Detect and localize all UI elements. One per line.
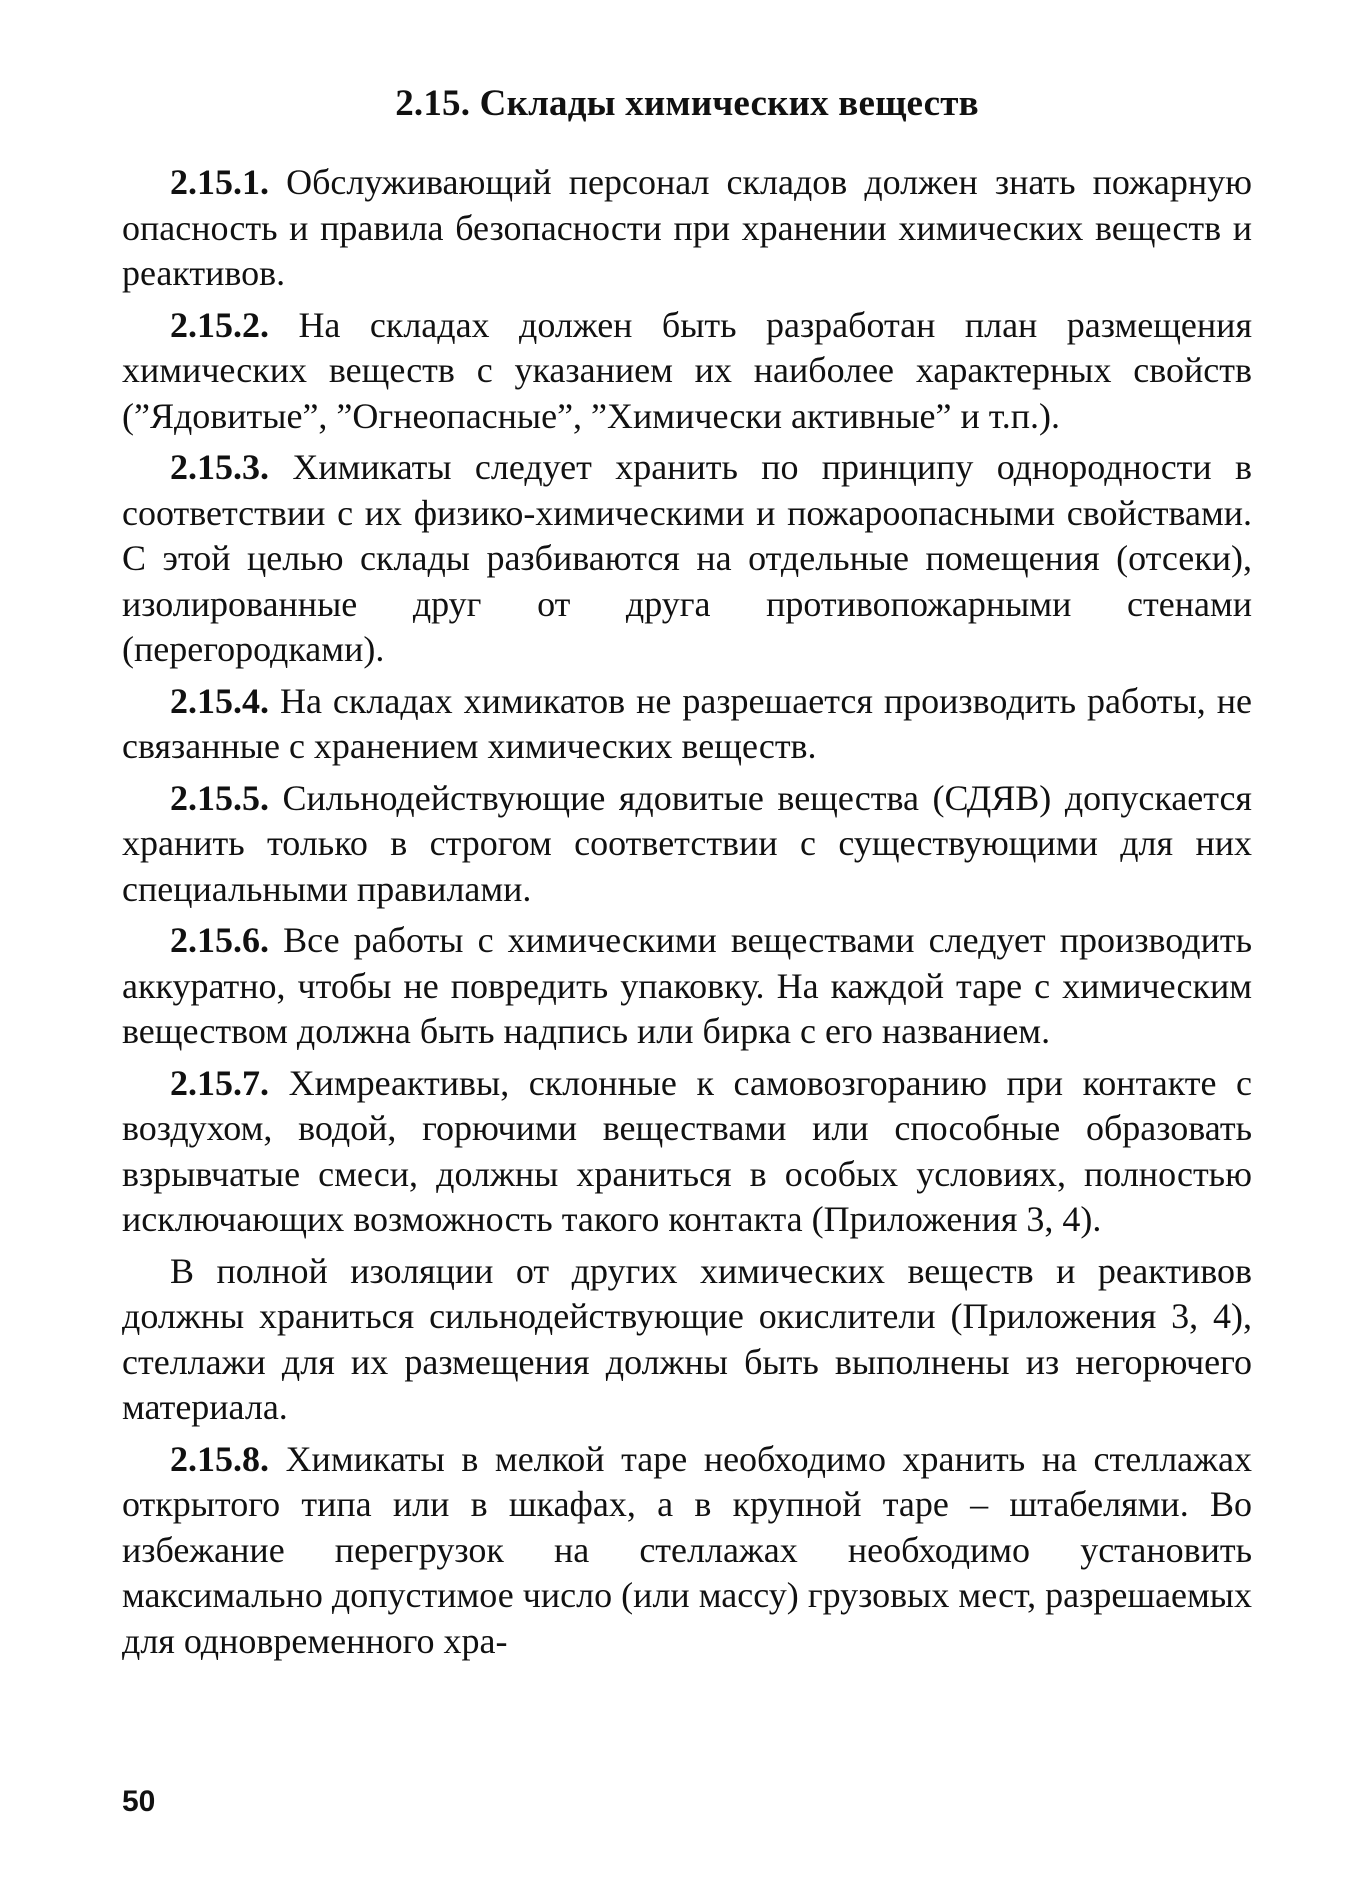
paragraph-text: Химреактивы, склонные к самовозгоранию при контакте с воздухом, водой, горючими веществами или способные образовать взрывчатые смеси, должны храниться в особых условиях, полностью исключающих возможность такого контакта (Приложения 3, 4). bbox=[122, 1062, 1252, 1239]
paragraph-text: В полной изоляции от других химических веществ и реактивов должны храниться сильнодействующие окислители (Приложения 3, 4), стеллажи для их размещения должны быть выполнены из негорючего материала. bbox=[122, 1250, 1252, 1427]
paragraph-2-15-7-continued bbox=[122, 1249, 1252, 1431]
paragraph-number: 2.15.7. bbox=[170, 1062, 269, 1103]
paragraph-text: Обслуживающий персонал складов должен знать пожарную опасность и правила безопасности при хранении химических веществ и реактивов. bbox=[122, 162, 1252, 293]
paragraph-number: 2.15.3. bbox=[170, 447, 269, 487]
paragraph-2-15-8 bbox=[122, 1437, 1252, 1665]
paragraph-2-15-4 bbox=[122, 679, 1252, 770]
paragraph-number: 2.15.8. bbox=[170, 1438, 269, 1479]
paragraph-2-15-1 bbox=[122, 160, 1252, 297]
paragraph-number: 2.15.4. bbox=[170, 680, 269, 721]
paragraph-text: Химикаты следует хранить по принципу однородности в соответствии с их физико-химическими и пожароопасными свойствами. С этой целью склады разбиваются на отдельные помещения (отсеки), изолированные друг от друга противопожарными стенами (перегородками). bbox=[122, 447, 1252, 669]
document-page bbox=[122, 82, 1252, 1670]
page-number: 50 bbox=[122, 1785, 156, 1818]
paragraph-number: 2.15.2. bbox=[170, 304, 269, 345]
paragraph-2-15-2 bbox=[122, 303, 1252, 440]
paragraph-number: 2.15.5. bbox=[170, 777, 269, 818]
paragraph-text: Все работы с химическими веществами следует производить аккуратно, чтобы не повредить упаковку. На каждой таре с химическим веществом должна быть надпись или бирка с его названием. bbox=[122, 920, 1252, 1051]
paragraph-number: 2.15.1. bbox=[170, 162, 269, 202]
paragraph-text: Химикаты в мелкой таре необходимо хранить на стеллажах открытого типа или в шкафах, а в крупной таре – штабелями. Во избежание перегрузок на стеллажах необходимо установить максимально допустимое число (или массу) грузовых мест, разрешаемых для одновременного хра- bbox=[122, 1438, 1252, 1661]
paragraph-text: Сильнодействующие ядовитые вещества (СДЯВ) допускается хранить только в строгом соответствии с существующими для них специальными правилами. bbox=[122, 777, 1252, 909]
paragraph-text: На складах химикатов не разрешается производить работы, не связанные с хранением химических веществ. bbox=[122, 680, 1252, 766]
paragraph-2-15-7 bbox=[122, 1061, 1252, 1243]
paragraph-2-15-6 bbox=[122, 918, 1252, 1055]
paragraph-text: На складах должен быть разработан план размещения химических веществ с указанием их наиболее характерных свойств (”Ядовитые”, ”Огнеопасные”, ”Химически активные” и т.п.). bbox=[122, 304, 1252, 436]
paragraph-number: 2.15.6. bbox=[170, 920, 269, 960]
paragraph-2-15-3 bbox=[122, 445, 1252, 673]
section-title: 2.15. Склады химических веществ bbox=[395, 83, 979, 124]
paragraph-2-15-5 bbox=[122, 776, 1252, 913]
